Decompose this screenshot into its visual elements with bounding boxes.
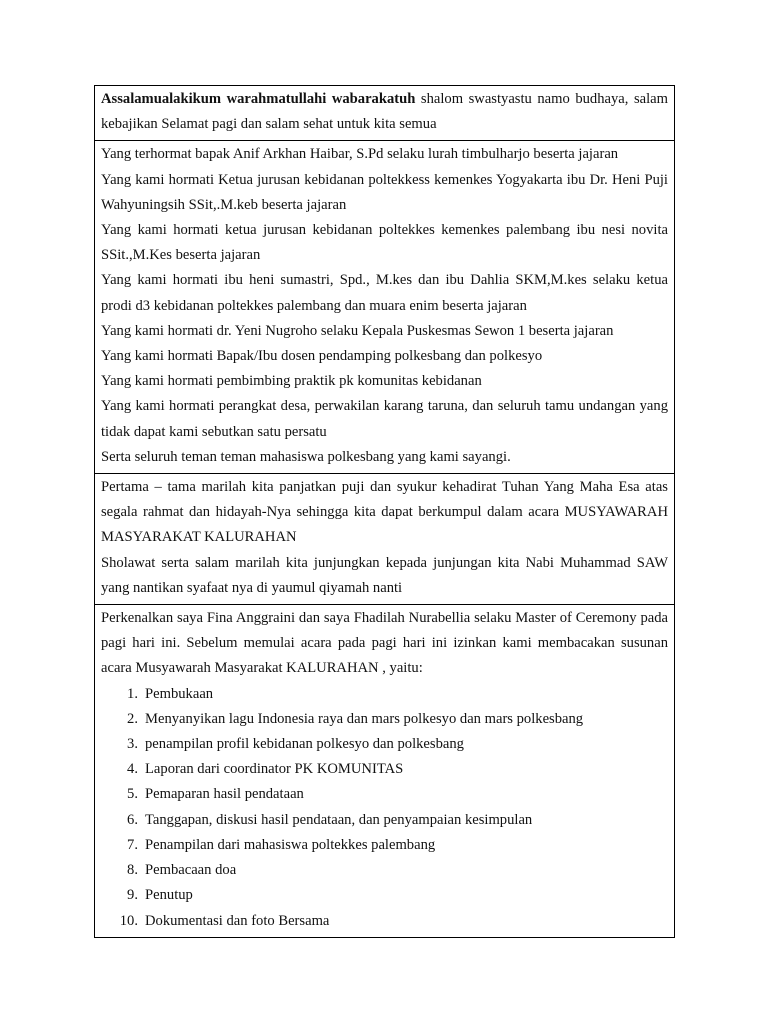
agenda-item-text: Pembacaan doa — [145, 862, 237, 879]
agenda-item-number: 4. — [127, 761, 138, 778]
agenda-item-number: 6. — [127, 811, 138, 828]
agenda-item-number: 10. — [119, 912, 138, 929]
agenda-item-text: Dokumentasi dan foto Bersama — [145, 912, 330, 929]
agenda-item — [101, 782, 668, 807]
agenda-item — [101, 682, 668, 707]
agenda-item — [101, 833, 668, 858]
agenda-item-number: 1. — [127, 685, 138, 702]
agenda-item-text: Pemaparan hasil pendataan — [145, 786, 304, 803]
agenda-list — [101, 682, 668, 934]
agenda-item-text: penampilan profil kebidanan polkesyo dan polkesbang — [145, 736, 464, 753]
respect-line: Yang kami hormati Ketua jurusan kebidanan poltekkess kemenkes Yogyakarta ibu Dr. Heni Puji Wahyuningsih SSit,.M.keb beserta jajaran — [101, 171, 668, 213]
agenda-item-text: Laporan dari coordinator PK KOMUNITAS — [145, 761, 404, 778]
document-table — [94, 85, 675, 938]
respect-line: Yang kami hormati perangkat desa, perwakilan karang taruna, dan seluruh tamu undangan yang tidak dapat kami sebutkan satu persatu — [101, 398, 668, 440]
agenda-item-number: 5. — [127, 786, 138, 803]
agenda-item — [101, 757, 668, 782]
greeting-cell — [95, 86, 674, 140]
greeting-bold-text: Assalamualakikum warahmatullahi wabarakatuh — [101, 91, 416, 107]
agenda-item-number: 7. — [127, 836, 138, 853]
agenda-item — [101, 909, 668, 934]
respects-cell — [95, 140, 674, 473]
agenda-item-number: 3. — [127, 736, 138, 753]
opening-cell — [95, 473, 674, 604]
agenda-item-number: 9. — [127, 887, 138, 904]
agenda-item — [101, 707, 668, 732]
agenda-item-number: 2. — [127, 710, 138, 727]
respect-line: Yang kami hormati pembimbing praktik pk komunitas kebidanan — [101, 373, 482, 390]
respect-line: Yang kami hormati ketua jurusan kebidanan poltekkes kemenkes palembang ibu nesi novita SSit.,M.Kes beserta jajaran — [101, 222, 668, 264]
introduction-cell — [95, 604, 674, 937]
opening-paragraph: Sholawat serta salam marilah kita junjungkan kepada junjungan kita Nabi Muhammad SAW yang nantikan syafaat nya di yaumul qiyamah nanti — [101, 554, 668, 596]
respect-line: Yang kami hormati Bapak/Ibu dosen pendamping polkesbang dan polkesyo — [101, 348, 543, 365]
respect-line: Yang terhormat bapak Anif Arkhan Haibar, S.Pd selaku lurah timbulharjo beserta jajaran — [101, 146, 619, 163]
introduction-paragraph: Perkenalkan saya Fina Anggraini dan saya Fhadilah Nurabellia selaku Master of Ceremony pada pagi hari ini. Sebelum memulai acara pada pagi hari ini izinkan kami membacakan susunan acara Musyawarah Masyarakat KALURAHAN , yaitu: — [101, 610, 668, 677]
greeting-paragraph — [101, 87, 668, 137]
agenda-item-text: Menyanyikan lagu Indonesia raya dan mars polkesyo dan mars polkesbang — [145, 710, 584, 727]
agenda-item-number: 8. — [127, 862, 138, 879]
agenda-item — [101, 808, 668, 833]
agenda-item-text: Penutup — [145, 887, 193, 904]
agenda-item-text: Tanggapan, diskusi hasil pendataan, dan penyampaian kesimpulan — [145, 811, 533, 828]
agenda-item — [101, 883, 668, 908]
agenda-item — [101, 732, 668, 757]
agenda-item-text: Pembukaan — [145, 685, 214, 702]
agenda-item-text: Penampilan dari mahasiswa poltekkes palembang — [145, 836, 436, 853]
opening-paragraph: Pertama – tama marilah kita panjatkan puji dan syukur kehadirat Tuhan Yang Maha Esa atas segala rahmat dan hidayah-Nya sehingga kita dapat berkumpul dalam acara MUSYAWARAH MASYARAKAT KALURAHAN — [101, 479, 668, 546]
respect-line: Yang kami hormati ibu heni sumastri, Spd., M.kes dan ibu Dahlia SKM,M.kes selaku ketua prodi d3 kebidanan poltekkes palembang dan muara enim beserta jajaran — [101, 272, 668, 314]
agenda-item — [101, 858, 668, 883]
respect-line: Serta seluruh teman teman mahasiswa polkesbang yang kami sayangi. — [101, 448, 511, 465]
respect-line: Yang kami hormati dr. Yeni Nugroho selaku Kepala Puskesmas Sewon 1 beserta jajaran — [101, 322, 614, 339]
greeting-rest-text: shalom swastyastu namo budhaya, salam kebajikan Selamat pagi dan salam sehat untuk kita semua — [101, 91, 669, 133]
